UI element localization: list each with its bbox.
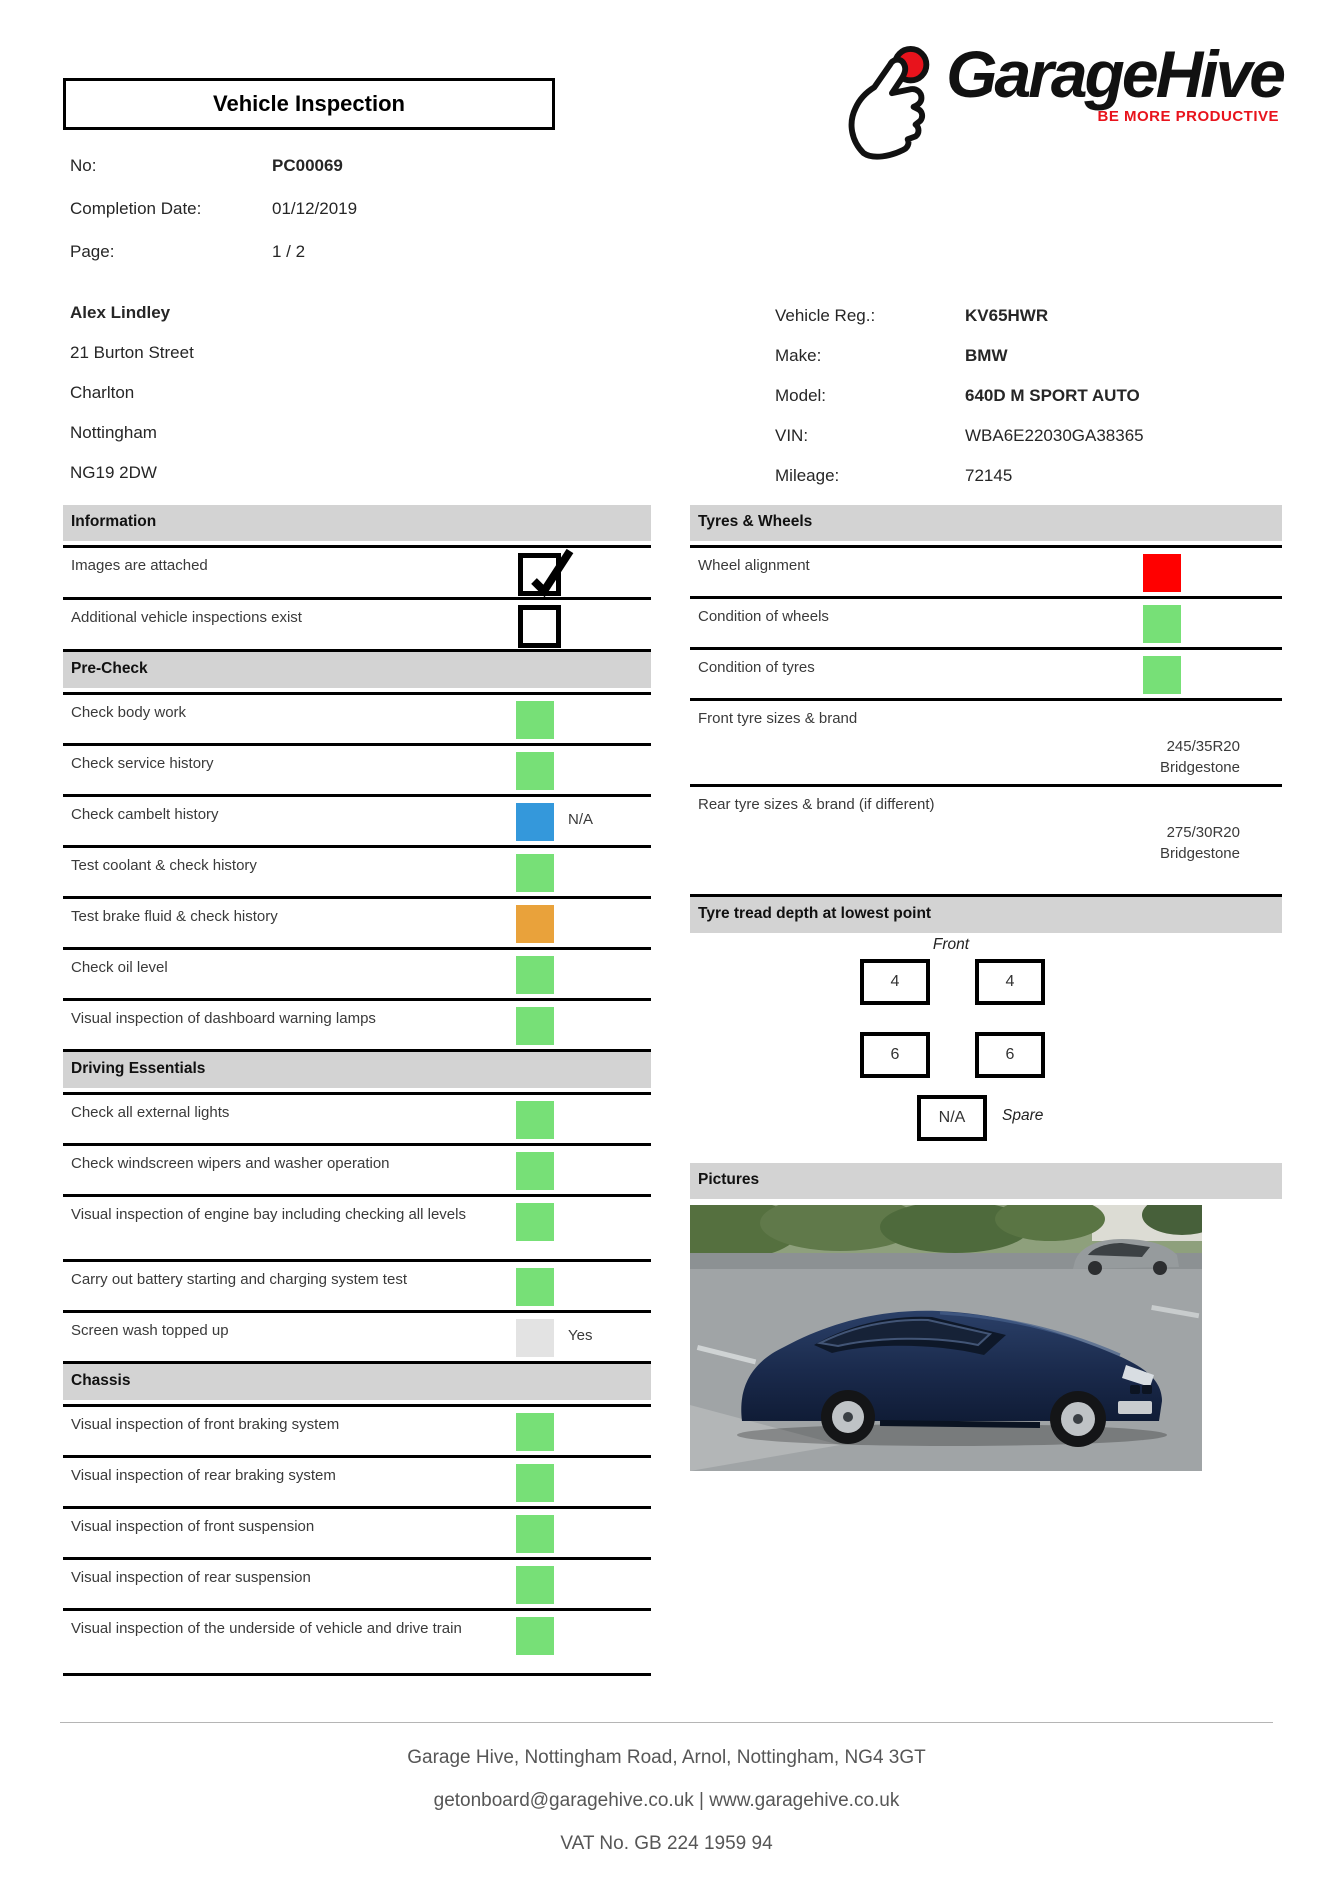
row-label: Screen wash topped up <box>71 1322 229 1339</box>
section-header: Chassis <box>63 1364 651 1400</box>
row-label: Check cambelt history <box>71 806 219 823</box>
status-swatch-green <box>1143 656 1181 694</box>
row-label: Visual inspection of front braking system <box>71 1416 340 1433</box>
row-value <box>1160 822 1240 864</box>
inspection-row <box>63 1458 651 1509</box>
vehicle-details-block <box>775 296 1144 496</box>
report-meta <box>70 156 357 285</box>
footer-vat: VAT No. GB 224 1959 94 <box>560 1833 773 1854</box>
section-header: Driving Essentials <box>63 1052 651 1088</box>
meta-row-completion-date <box>70 199 357 242</box>
section-rows <box>63 1404 651 1676</box>
row-label: Visual inspection of dashboard warning lamps <box>71 1010 376 1027</box>
row-label: Test coolant & check history <box>71 857 257 874</box>
row-label: Check all external lights <box>71 1104 230 1121</box>
vehicle-value: KV65HWR <box>965 306 1049 325</box>
customer-address-block <box>70 293 194 493</box>
meta-value: 1 / 2 <box>272 242 306 261</box>
status-swatch-green <box>516 1566 554 1604</box>
customer-name: Alex Lindley <box>70 303 171 322</box>
address-line: Charlton <box>70 383 135 402</box>
inspection-left-column <box>63 505 651 1676</box>
address-line: Nottingham <box>70 423 157 442</box>
section-rows <box>63 692 651 1052</box>
vehicle-mileage-row <box>775 456 1144 496</box>
row-label: Check service history <box>71 755 214 772</box>
footer-divider <box>60 1722 1273 1723</box>
status-swatch-green <box>516 701 554 739</box>
meta-row-page <box>70 242 357 285</box>
vehicle-photo <box>690 1205 1282 1476</box>
meta-row-number <box>70 156 357 199</box>
row-label: Front tyre sizes & brand <box>698 710 858 727</box>
spare-wheel-label: Spare <box>1002 1107 1044 1124</box>
vehicle-model-row <box>775 376 1144 416</box>
status-swatch-gray <box>516 1319 554 1357</box>
row-label: Condition of tyres <box>698 659 815 676</box>
vehicle-label: Make: <box>775 346 822 365</box>
status-swatch-green <box>516 854 554 892</box>
car-photo-illustration <box>690 1205 1202 1471</box>
row-label: Visual inspection of engine bay including checking all levels <box>71 1206 466 1223</box>
section-rows <box>690 545 1282 897</box>
tread-rear-right-box: 6 <box>975 1032 1045 1078</box>
row-value-line: Bridgestone <box>1159 759 1240 776</box>
inspection-row <box>63 548 651 600</box>
inspection-row <box>690 701 1282 787</box>
status-swatch-orange <box>516 905 554 943</box>
inspection-row <box>63 600 651 652</box>
inspection-row <box>63 848 651 899</box>
row-label: Additional vehicle inspections exist <box>71 609 302 626</box>
row-label: Condition of wheels <box>698 608 829 625</box>
address-line: 21 Burton Street <box>70 343 194 362</box>
footer-contact: getonboard@garagehive.co.uk | www.garagehive.co.uk <box>433 1790 900 1811</box>
vehicle-label: VIN: <box>775 426 809 445</box>
tread-front-left-box: 4 <box>860 959 930 1005</box>
checkbox-checked <box>518 553 561 596</box>
footer-address: Garage Hive, Nottingham Road, Arnol, Nottingham, NG4 3GT <box>407 1747 926 1768</box>
status-swatch-green <box>516 1101 554 1139</box>
inspection-row <box>63 899 651 950</box>
inspection-row <box>63 1146 651 1197</box>
inspection-row <box>690 787 1282 897</box>
hand-button-icon <box>836 42 946 160</box>
row-label: Check windscreen wipers and washer operation <box>71 1155 390 1172</box>
status-note: N/A <box>568 811 594 828</box>
inspection-row <box>63 695 651 746</box>
row-value-line: 275/30R20 <box>1166 824 1240 841</box>
check-mark-icon <box>524 543 574 597</box>
meta-label: Completion Date: <box>70 199 202 218</box>
section-header: Information <box>63 505 651 541</box>
inspection-row <box>63 797 651 848</box>
row-label: Wheel alignment <box>698 557 810 574</box>
inspection-right-column <box>690 505 1282 1476</box>
row-label: Images are attached <box>71 557 208 574</box>
status-swatch-green <box>516 1007 554 1045</box>
status-swatch-green <box>516 1413 554 1451</box>
brand-name: GarageHive <box>946 37 1283 111</box>
vehicle-value: BMW <box>965 346 1008 365</box>
vehicle-label: Mileage: <box>775 466 840 485</box>
status-swatch-green <box>516 956 554 994</box>
vehicle-label: Vehicle Reg.: <box>775 306 876 325</box>
tread-depth-diagram <box>690 933 1282 1163</box>
row-label: Carry out battery starting and charging system test <box>71 1271 407 1288</box>
meta-label: No: <box>70 156 97 175</box>
status-swatch-blue <box>516 803 554 841</box>
brand-tagline: BE MORE PRODUCTIVE <box>1097 108 1279 125</box>
page-title: Vehicle Inspection <box>213 91 405 116</box>
row-label: Visual inspection of rear braking system <box>71 1467 336 1484</box>
status-note: Yes <box>568 1327 593 1344</box>
inspection-row <box>63 1095 651 1146</box>
tread-rear-left-box: 6 <box>860 1032 930 1078</box>
row-label: Check body work <box>71 704 187 721</box>
meta-value: 01/12/2019 <box>272 199 358 218</box>
meta-label: Page: <box>70 242 115 261</box>
status-swatch-green <box>516 1268 554 1306</box>
tread-front-right-box: 4 <box>975 959 1045 1005</box>
inspection-row <box>63 1313 651 1364</box>
status-swatch-green <box>1143 605 1181 643</box>
inspection-row <box>63 1001 651 1052</box>
row-value-line: Bridgestone <box>1159 845 1240 862</box>
status-swatch-green <box>516 752 554 790</box>
row-value <box>1160 736 1240 778</box>
section-header: Tyres & Wheels <box>690 505 1282 541</box>
vehicle-label: Model: <box>775 386 827 405</box>
status-swatch-green <box>516 1152 554 1190</box>
vehicle-value: 640D M SPORT AUTO <box>965 386 1140 405</box>
inspection-row <box>690 548 1282 599</box>
section-rows <box>63 545 651 652</box>
status-swatch-red <box>1143 554 1181 592</box>
vehicle-value: 72145 <box>965 466 1013 485</box>
inspection-row <box>63 1509 651 1560</box>
tread-spare-box: N/A <box>917 1095 987 1141</box>
vehicle-vin-row <box>775 416 1144 456</box>
inspection-row <box>63 1407 651 1458</box>
inspection-row <box>63 746 651 797</box>
pictures-header: Pictures <box>690 1163 1282 1199</box>
inspection-row <box>63 1197 651 1262</box>
front-axle-label: Front <box>932 936 970 953</box>
vehicle-value: WBA6E22030GA38365 <box>965 426 1144 445</box>
status-swatch-green <box>516 1617 554 1655</box>
section-rows <box>63 1092 651 1364</box>
status-swatch-green <box>516 1515 554 1553</box>
row-label: Rear tyre sizes & brand (if different) <box>698 796 935 813</box>
row-label: Test brake fluid & check history <box>71 908 278 925</box>
inspection-row <box>63 950 651 1001</box>
row-label: Check oil level <box>71 959 168 976</box>
footer <box>0 1736 1333 1865</box>
status-swatch-green <box>516 1464 554 1502</box>
report-title-box <box>63 78 555 130</box>
inspection-row <box>690 599 1282 650</box>
inspection-row <box>63 1560 651 1611</box>
meta-value: PC00069 <box>272 156 343 175</box>
inspection-row <box>63 1611 651 1676</box>
row-value-line: 245/35R20 <box>1166 738 1240 755</box>
tread-depth-header: Tyre tread depth at lowest point <box>690 897 1282 933</box>
garagehive-logo <box>836 37 1283 160</box>
row-label: Visual inspection of front suspension <box>71 1518 315 1535</box>
vehicle-reg-row <box>775 296 1144 336</box>
inspection-row <box>690 650 1282 701</box>
row-label: Visual inspection of rear suspension <box>71 1569 311 1586</box>
status-swatch-green <box>516 1203 554 1241</box>
row-label: Visual inspection of the underside of vehicle and drive train <box>71 1620 462 1637</box>
inspection-row <box>63 1262 651 1313</box>
vehicle-make-row <box>775 336 1144 376</box>
address-line: NG19 2DW <box>70 463 157 482</box>
section-header: Pre-Check <box>63 652 651 688</box>
checkbox-unchecked <box>518 605 561 648</box>
